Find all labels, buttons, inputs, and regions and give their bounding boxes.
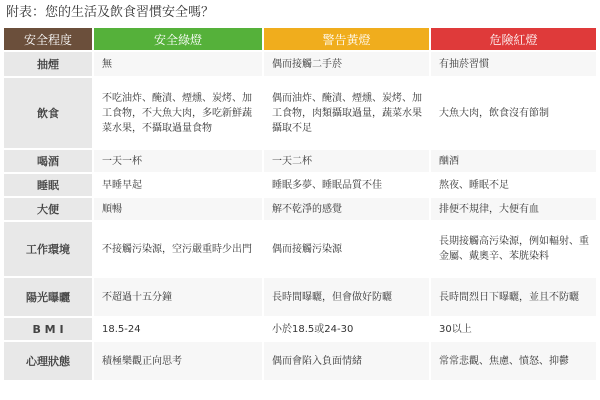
cell-green: 順暢: [92, 198, 262, 220]
row-label: 睡眠: [4, 174, 92, 196]
table-header-row: [4, 28, 596, 50]
cell-red: 酗酒: [429, 150, 596, 172]
row-label: 心理狀態: [4, 342, 92, 380]
cell-yellow: 一天二杯: [262, 150, 429, 172]
table-row-sleep: [4, 174, 596, 196]
table-row-work-environment: [4, 222, 596, 276]
row-label: 喝酒: [4, 150, 92, 172]
row-label: B M I: [4, 318, 92, 340]
cell-green: 不接觸污染源，空污嚴重時少出門: [92, 222, 262, 276]
row-label: 大便: [4, 198, 92, 220]
cell-red: 熬夜、睡眠不足: [429, 174, 596, 196]
table-row-smoking: [4, 52, 596, 76]
cell-red: 大魚大肉，飲食沒有節制: [429, 78, 596, 148]
header-yellow-light: 警告黃燈: [262, 28, 429, 50]
header-red-light: 危險紅燈: [429, 28, 596, 50]
header-safety-level: 安全程度: [4, 28, 92, 50]
cell-yellow: 小於18.5或24-30: [262, 318, 429, 340]
cell-green: 無: [92, 52, 262, 76]
page-title: 附表：您的生活及飲食習慣安全嗎？: [6, 5, 215, 20]
cell-red: 排便不規律，大便有血: [429, 198, 596, 220]
table-row-drinking: [4, 150, 596, 172]
cell-green: 18.5-24: [92, 318, 262, 340]
cell-green: 早睡早起: [92, 174, 262, 196]
cell-yellow: 偶而接觸二手菸: [262, 52, 429, 76]
table-row-bmi: [4, 318, 596, 340]
table-row-mental-state: [4, 342, 596, 380]
cell-green: 一天一杯: [92, 150, 262, 172]
table-row-diet: [4, 78, 596, 148]
cell-yellow: 偶而油炸、醃漬、煙燻、炭烤、加工食物，肉類攝取過量，蔬菜水果攝取不足: [262, 78, 429, 148]
cell-red: 有抽菸習慣: [429, 52, 596, 76]
cell-red: 常常悲觀、焦慮、憤怒、抑鬱: [429, 342, 596, 380]
cell-yellow: 睡眠多夢、睡眠品質不佳: [262, 174, 429, 196]
cell-green: 積極樂觀正向思考: [92, 342, 262, 380]
cell-yellow: 解不乾淨的感覺: [262, 198, 429, 220]
lifestyle-safety-table: [4, 26, 596, 382]
cell-yellow: 偶而會陷入負面情緒: [262, 342, 429, 380]
cell-green: 不超過十五分鐘: [92, 278, 262, 316]
table-row-bowel: [4, 198, 596, 220]
row-label: 陽光曝曬: [4, 278, 92, 316]
cell-red: 長期接觸高污染源，例如輻射、重金屬、戴奧辛、苯胱染料: [429, 222, 596, 276]
cell-red: 長時間烈日下曝曬，並且不防曬: [429, 278, 596, 316]
row-label: 抽煙: [4, 52, 92, 76]
cell-yellow: 長時間曝曬，但會做好防曬: [262, 278, 429, 316]
cell-yellow: 偶而接觸污染源: [262, 222, 429, 276]
header-green-light: 安全綠燈: [92, 28, 262, 50]
table-row-sun-exposure: [4, 278, 596, 316]
cell-red: 30以上: [429, 318, 596, 340]
row-label: 工作環境: [4, 222, 92, 276]
cell-green: 不吃油炸、醃漬、煙燻、炭烤、加工食物，不大魚大肉，多吃新鮮蔬菜水果，不攝取過量食物: [92, 78, 262, 148]
row-label: 飲食: [4, 78, 92, 148]
